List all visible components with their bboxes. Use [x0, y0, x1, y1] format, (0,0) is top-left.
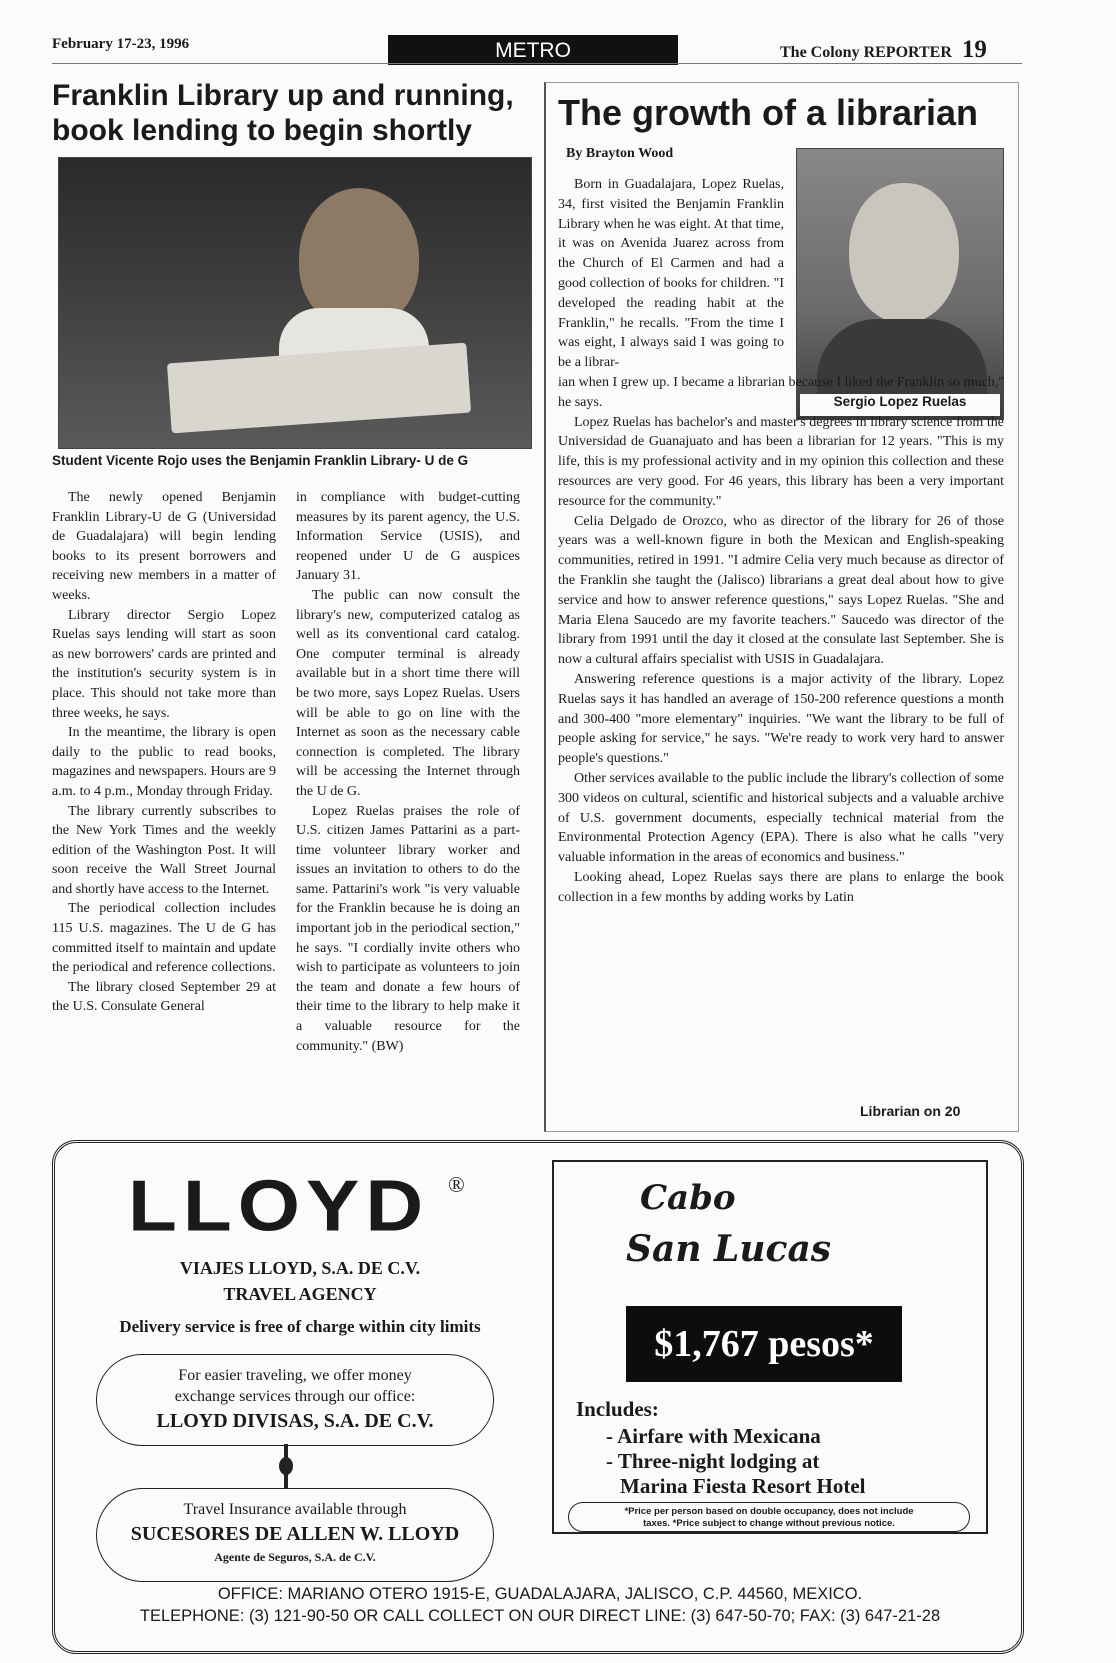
lloyd-logo: LLOYD — [128, 1165, 430, 1246]
header-rule — [52, 63, 1022, 64]
byline: By Brayton Wood — [566, 146, 674, 161]
insurance-company-name: SUCESORES DE ALLEN W. LLOYD — [130, 1523, 460, 1545]
article-paragraph: Answering reference questions is a major activity of the library. Lopez Ruelas says it has handled an average of 150-200 reference questions a month and 300-400 "more elementary" inquiries. "We want the library to be full of people asking for service," he says. "We're ready to work very hard to answer people's questions." — [558, 671, 1004, 767]
list-item: - Three-night lodging at — [606, 1449, 820, 1473]
right-article-text — [558, 175, 1004, 907]
article-paragraph: In the meantime, the library is open daily to the public to read books, magazines and newspapers. Hours are 9 a.m. to 4 p.m., Monday through Friday. — [52, 725, 276, 799]
article-paragraph: The periodical collection includes 115 U.S. magazines. The U de G has committed itself to maintain and update the periodical and reference collections. — [52, 901, 276, 976]
agency-name: VIAJES LLOYD, S.A. DE C.V. — [179, 1258, 421, 1278]
article-paragraph: The public can now consult the library's new, computerized catalog as well as its conventional card catalog. One computer terminal is already available but in a short time there will be two more, says Lopez Ruelas. Users will be able to go on line with the Internet as soon as the necessary cable connection is completed. The library will be accessing the Internet through the U de G. — [296, 587, 520, 799]
exchange-line-1: For easier traveling, we offer money — [178, 1367, 412, 1384]
list-item: - Airfare with Mexicana — [606, 1424, 821, 1448]
left-headline-line-2: book lending to begin shortly — [52, 114, 472, 147]
office-contact — [60, 1583, 1020, 1627]
photo-figure-head — [299, 188, 419, 328]
paper-name — [780, 36, 987, 64]
agency-type: TRAVEL AGENCY — [223, 1284, 377, 1304]
article-paragraph: Looking ahead, Lopez Ruelas says there are plans to enlarge the book collection in a few months by adding works by Latin — [558, 869, 1004, 905]
left-column-1 — [52, 488, 276, 1017]
includes-list — [606, 1424, 866, 1499]
right-photo-caption: Sergio Lopez Ruelas — [800, 394, 1000, 416]
article-paragraph: Lopez Ruelas has bachelor's and master's degrees in library science from the Universidad de Guanajuato and has been a librarian for 12 years. "This is my life, this is my professional activity and in my opinion this collection and these resources are very good. For 46 years, this library has been a very important resource for the community." — [558, 414, 1004, 509]
san-lucas-title: San Lucas — [626, 1228, 832, 1270]
article-paragraph: The library closed September 29 at the U.S. Consulate General — [52, 979, 276, 1015]
paper-title: The Colony REPORTER — [780, 44, 952, 61]
left-headline-line-1: Franklin Library up and running, — [52, 79, 514, 112]
article-paragraph: ian when I grew up. I became a librarian because I liked the Franklin so much," he says. — [558, 374, 1004, 410]
office-telephone: TELEPHONE: (3) 121-90-50 OR CALL COLLECT ON OUR DIRECT LINE: (3) 647-50-70; FAX: (3) 647-21-28 — [139, 1607, 941, 1625]
article-paragraph: The newly opened Benjamin Franklin Library-U de G (Universidad de Guadalajara) will begin lending books to its present borrowers and receiving new members in a matter of weeks. — [52, 490, 276, 603]
list-item: Marina Fiesta Resort Hotel — [620, 1474, 866, 1498]
student-reading-photo — [58, 157, 532, 449]
cabo-title: Cabo — [640, 1178, 736, 1218]
exchange-line-2: exchange services through our office: — [174, 1388, 416, 1405]
left-photo-caption: Student Vicente Rojo uses the Benjamin Franklin Library- U de G — [52, 453, 469, 468]
page-number: 19 — [961, 36, 987, 63]
continued-on-link: Librarian on 20 — [860, 1103, 961, 1119]
right-headline: The growth of a librarian — [558, 92, 979, 133]
photo-open-book — [167, 343, 471, 434]
section-banner: METRO — [388, 35, 678, 65]
price-badge: $1,767 pesos* — [626, 1306, 902, 1382]
footnote-line-2: taxes. *Price subject to change without previous notice. — [643, 1518, 895, 1529]
registered-mark: ® — [448, 1172, 465, 1197]
article-paragraph: in compliance with budget-cutting measures by its parent agency, the U.S. Information Service (USIS), and reopened under U de G auspices January 31. — [296, 490, 520, 584]
insurance-line-1: Travel Insurance available through — [183, 1501, 407, 1518]
issue-date: February 17-23, 1996 — [52, 36, 190, 52]
article-paragraph: Celia Delgado de Orozco, who as director of the library for 26 of those years was a well-known figure in both the Mexican and English-speaking communities, retired in 1991. "I admire Celia very much because as director of the Franklin she taught the (Jalisco) librarians a great deal about how to give service and how to answer reference questions," says Lopez Ruelas. "She and Maria Elena Saucedo are my favorite teachers." Saucedo was director of the library from 1991 until the day it closed at the consulate last September. She is now a cultural affairs specialist with USIS in Guadalajara. — [558, 513, 1004, 668]
delivery-note: Delivery service is free of charge within city limits — [119, 1317, 481, 1336]
left-column-2 — [296, 488, 520, 1056]
includes-heading: Includes: — [576, 1397, 659, 1421]
office-address: OFFICE: MARIANO OTERO 1915-E, GUADALAJARA, JALISCO, C.P. 44560, MEXICO. — [217, 1585, 863, 1603]
insurance-oval — [96, 1488, 494, 1582]
article-paragraph: Other services available to the public include the library's collection of some 300 videos on cultural, scientific and historical subjects and a valuable archive of U.S. government documents, especially technical material from the Environmental Protection Agency (EPA). There is also what he calls "very valuable information in the areas of economics and business." — [558, 770, 1004, 866]
exchange-office-name: LLOYD DIVISAS, S.A. DE C.V. — [156, 1410, 434, 1432]
left-headline — [52, 78, 552, 148]
article-paragraph: Lopez Ruelas praises the role of U.S. citizen James Pattarini as a part-time volunteer library worker and issues an invitation to others to do the same. Pattarini's work "is very valuable for the Franklin because he is doing an important job in the periodical section," he says. "I cordially invite others who wish to participate as volunteers to join the team and donate a few hours of their time to the library to help make it a valuable resource for the community." (BW) — [296, 803, 520, 1054]
oval-connector-icon — [278, 1444, 294, 1488]
price-footnote — [568, 1502, 970, 1532]
article-paragraph: Library director Sergio Lopez Ruelas says lending will start as soon as new borrowers' cards are printed and the institution's security system is in place. This should not take more than three weeks, he says. — [52, 607, 276, 721]
article-paragraph: The library currently subscribes to the New York Times and the weekly edition of the Washington Post. It will soon receive the Wall Street Journal and shortly have access to the Internet. — [52, 803, 276, 897]
exchange-oval — [96, 1354, 494, 1446]
footnote-line-1: *Price per person based on double occupancy, does not include — [624, 1506, 914, 1517]
insurance-subtitle: Agente de Seguros, S.A. de C.V. — [214, 1550, 376, 1564]
article-paragraph: Born in Guadalajara, Lopez Ruelas, 34, first visited the Benjamin Franklin Library when he was eight. At that time, it was on Avenida Juarez across from the Church of El Carmen and had a good collection of books for children. "I developed the reading habit at the Franklin," he recalls. "From the time I was eight, I always said I was going to be a librar- — [558, 177, 784, 371]
